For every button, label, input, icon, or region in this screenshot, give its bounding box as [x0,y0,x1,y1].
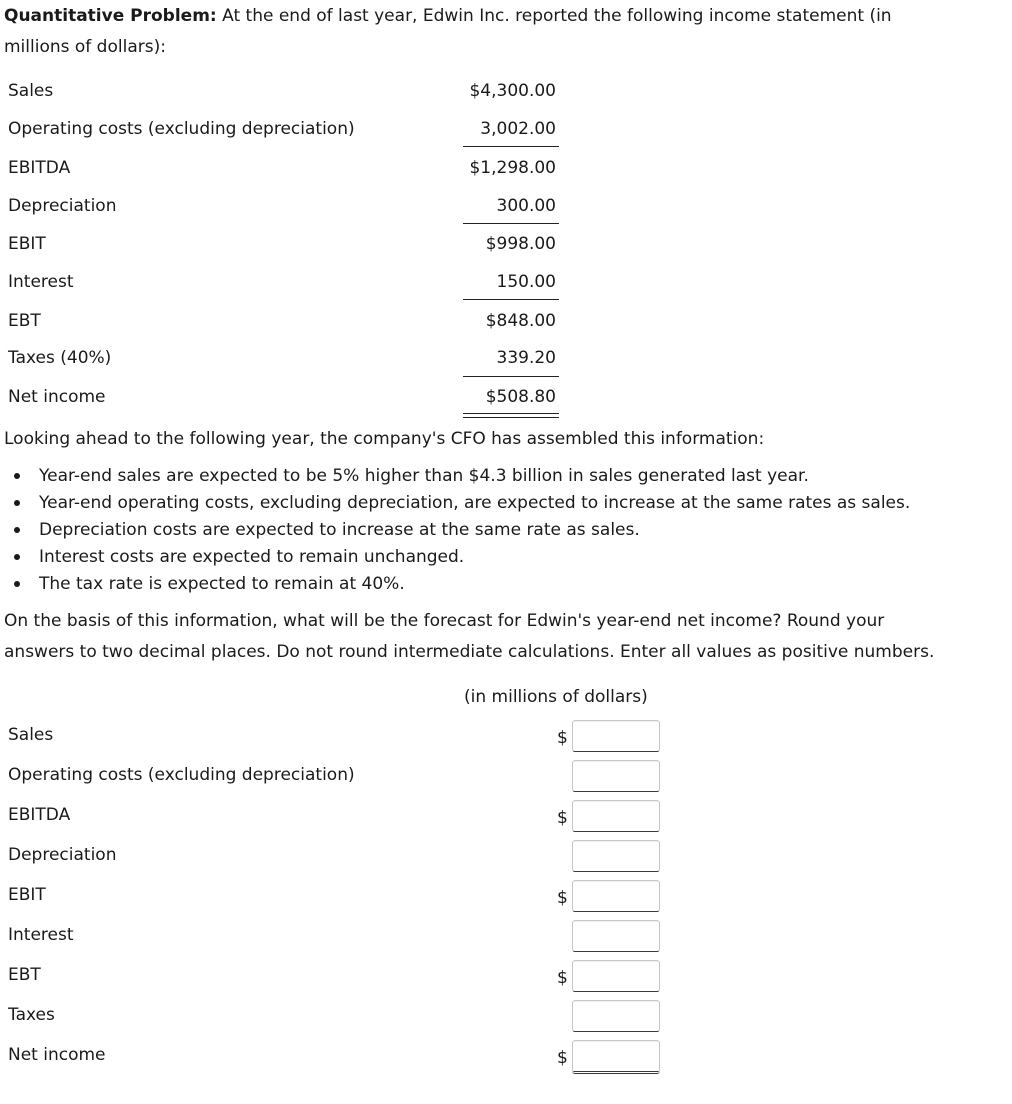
ebitda-input[interactable] [572,800,660,832]
question-line-2: answers to two decimal places. Do not round intermediate calculations. Enter all values as positive numbers. [4,642,935,662]
dollar-sign: $ [557,968,568,988]
is-label-net-income: Net income [8,387,106,407]
intro-bold-label: Quantitative Problem: [4,6,217,26]
fc-label-taxes: Taxes [8,1005,55,1025]
fc-label-sales: Sales [8,725,54,745]
taxes-input[interactable] [572,1000,660,1032]
is-label-ebt: EBT [8,311,41,331]
ebt-input[interactable] [572,960,660,992]
is-value-ebit: $998.00 [485,234,556,254]
is-value-ebt: $848.00 [485,311,556,331]
is-value-sales: $4,300.00 [469,81,556,101]
operating-costs-input[interactable] [572,760,660,792]
is-label-ebitda: EBITDA [8,158,71,178]
fc-label-operating-costs: Operating costs (excluding depreciation) [8,765,355,785]
is-label-ebit: EBIT [8,234,46,254]
dollar-sign: $ [557,1048,568,1068]
fc-label-ebt: EBT [8,965,41,985]
is-value-taxes: 339.20 [496,348,556,368]
subtotal-rule [463,146,559,147]
intro-text: At the end of last year, Edwin Inc. reported the following income statement (in [216,6,892,26]
is-label-operating-costs: Operating costs (excluding depreciation) [8,119,355,139]
intro-line-2: millions of dollars): [4,37,166,57]
cfo-intro: Looking ahead to the following year, the company's CFO has assembled this information: [4,429,765,449]
is-value-ebitda: $1,298.00 [469,158,556,178]
bullet-icon [14,554,20,560]
interest-input[interactable] [572,920,660,952]
is-label-depreciation: Depreciation [8,196,117,216]
is-value-net-income: $508.80 [485,387,556,407]
bullet-icon [14,581,20,587]
is-label-interest: Interest [8,272,74,292]
bullet-icon [14,500,20,506]
fc-label-ebit: EBIT [8,885,46,905]
is-value-interest: 150.00 [496,272,556,292]
fc-label-interest: Interest [8,925,74,945]
depreciation-input[interactable] [572,840,660,872]
intro-line-1 [4,4,892,28]
subtotal-rule [463,376,559,377]
question-line-1: On the basis of this information, what will be the forecast for Edwin's year-end net income? Round your [4,611,885,631]
sales-input[interactable] [572,720,660,752]
bullet-icon [14,527,20,533]
bullet-icon [14,473,20,479]
is-label-taxes: Taxes (40%) [8,348,112,368]
subtotal-rule [463,223,559,224]
subtotal-rule [463,299,559,300]
dollar-sign: $ [557,728,568,748]
ebit-input[interactable] [572,880,660,912]
is-label-sales: Sales [8,81,54,101]
fc-label-ebitda: EBITDA [8,805,71,825]
fc-label-depreciation: Depreciation [8,845,117,865]
dollar-sign: $ [557,808,568,828]
dollar-sign: $ [557,888,568,908]
total-double-rule [463,413,559,418]
units-label: (in millions of dollars) [464,687,648,707]
is-value-depreciation: 300.00 [496,196,556,216]
net-income-input[interactable] [572,1040,660,1074]
is-value-operating-costs: 3,002.00 [480,119,556,139]
fc-label-net-income: Net income [8,1045,106,1065]
